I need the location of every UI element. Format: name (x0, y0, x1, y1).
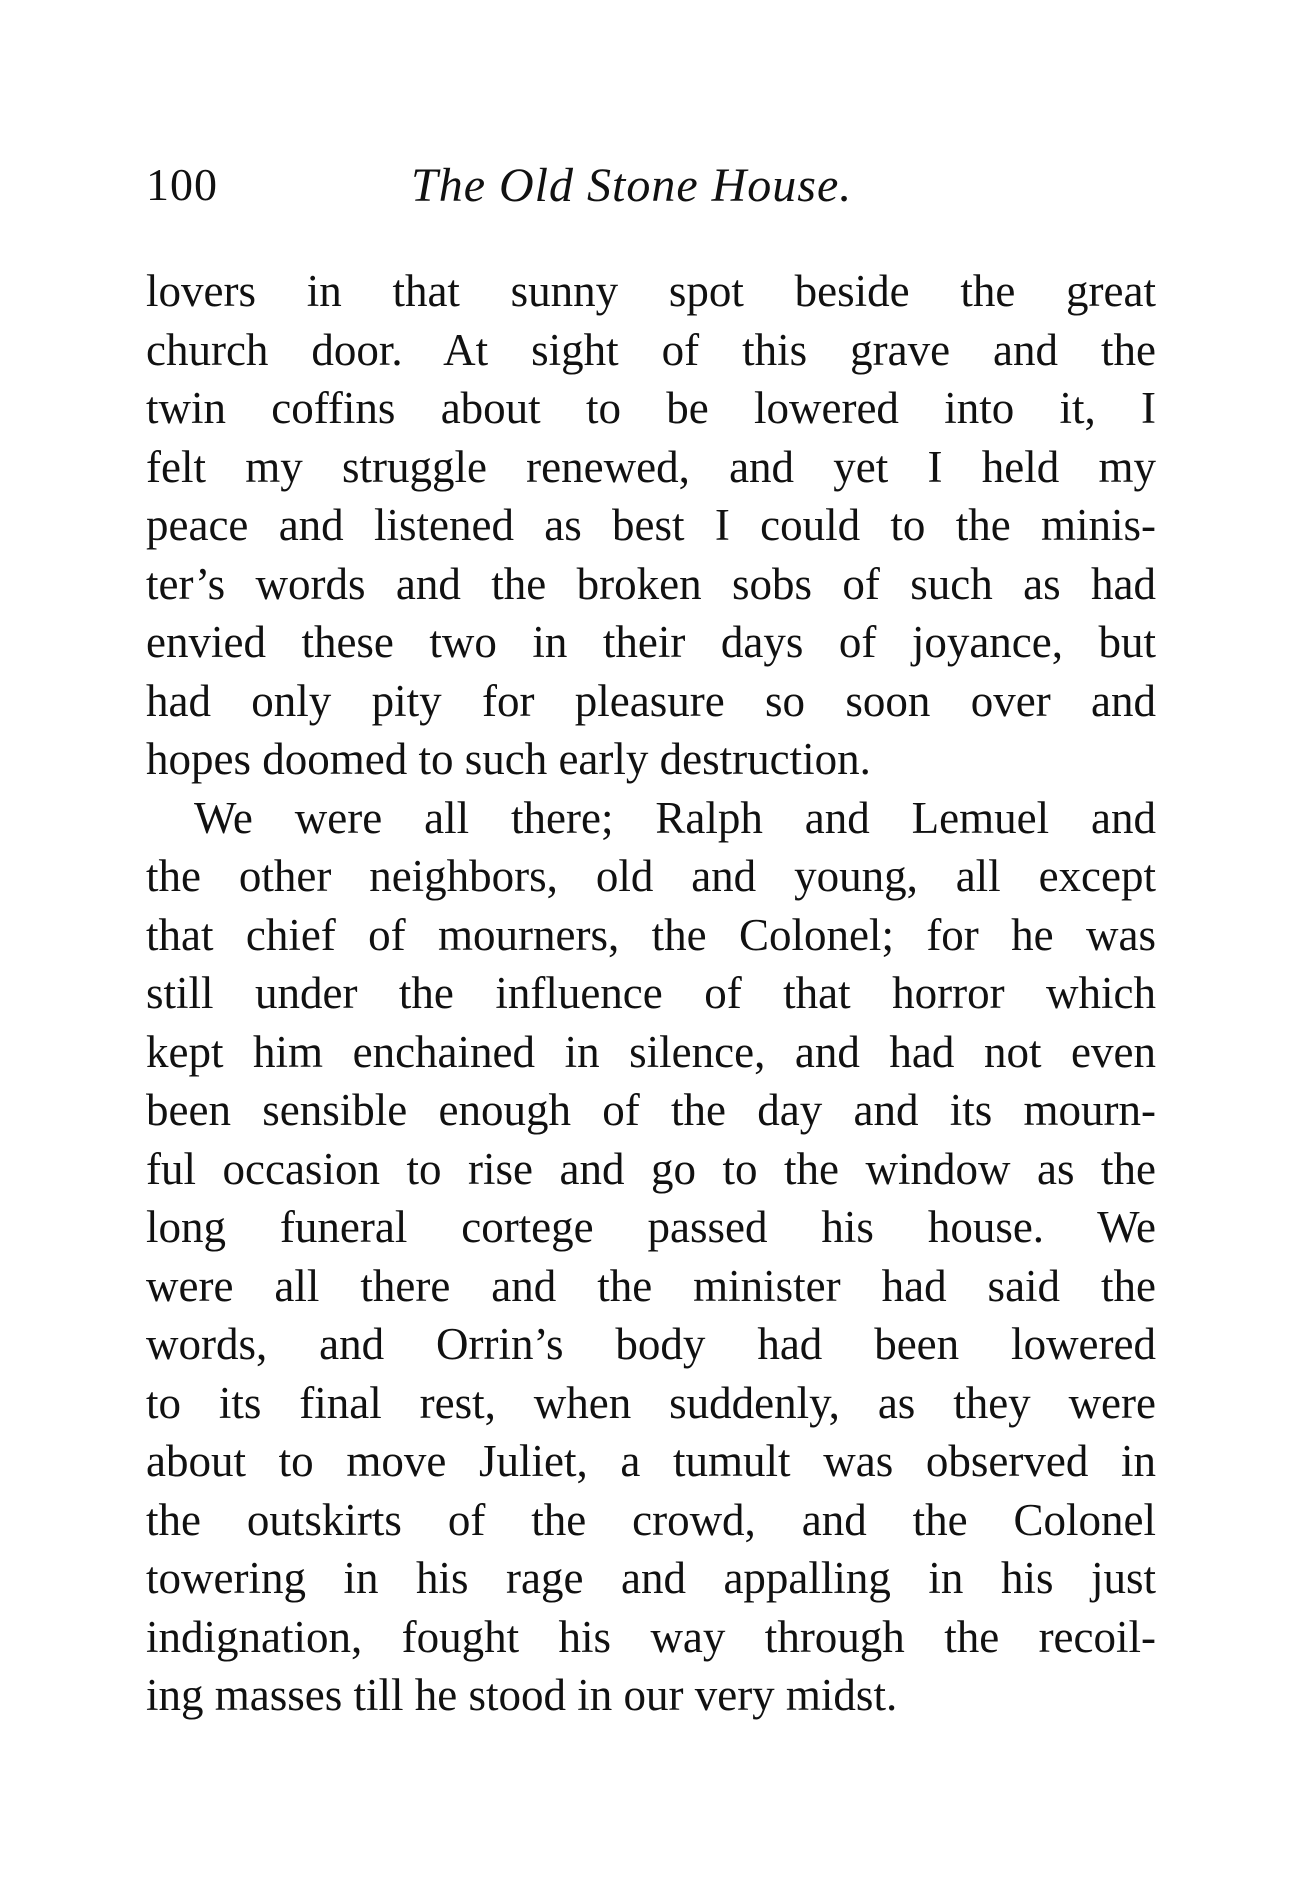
text-line: ter’s words and the broken sobs of such as had (146, 558, 1156, 609)
text-line: lovers in that sunny spot beside the great (146, 266, 1156, 316)
text-line: hopes doomed to such early destruction. (146, 734, 871, 784)
body-text (146, 262, 1156, 1725)
running-title: The Old Stone House. (411, 159, 853, 212)
text-line: the other neighbors, old and young, all except (146, 851, 1156, 901)
text-line: kept him enchained in silence, and had not even (146, 1026, 1156, 1077)
text-line: still under the influence of that horror which (146, 968, 1156, 1018)
text-line: We were all there; Ralph and Lemuel and (194, 792, 1156, 843)
text-line: that chief of mourners, the Colonel; for he was (146, 909, 1156, 960)
text-line: ful occasion to rise and go to the window as the (146, 1143, 1156, 1194)
text-line: words, and Orrin’s body had been lowered (146, 1319, 1156, 1369)
text-line: envied these two in their days of joyance, but (146, 617, 1156, 667)
paragraph-2 (146, 789, 1156, 1725)
text-line: twin coffins about to be lowered into it, I (146, 383, 1156, 433)
text-line: about to move Juliet, a tumult was observed in (146, 1436, 1156, 1486)
text-line: ing masses till he stood in our very midst. (146, 1670, 898, 1720)
paragraph-1 (146, 262, 1156, 789)
text-line: church door. At sight of this grave and the (146, 324, 1156, 375)
text-line: long funeral cortege passed his house. We (146, 1202, 1156, 1252)
text-line: been sensible enough of the day and its mourn- (146, 1085, 1156, 1135)
text-line: the outskirts of the crowd, and the Colonel (146, 1494, 1156, 1545)
page-number: 100 (146, 159, 218, 210)
text-line: had only pity for pleasure so soon over and (146, 675, 1156, 726)
text-line: were all there and the minister had said the (146, 1260, 1156, 1311)
text-line: felt my struggle renewed, and yet I held my (146, 441, 1156, 492)
text-line: towering in his rage and appalling in his just (146, 1553, 1156, 1603)
page-header (146, 158, 1156, 218)
text-line: indignation, fought his way through the recoil- (146, 1611, 1156, 1662)
text-line: to its final rest, when suddenly, as they were (146, 1377, 1156, 1428)
text-line: peace and listened as best I could to the minis- (146, 500, 1156, 550)
